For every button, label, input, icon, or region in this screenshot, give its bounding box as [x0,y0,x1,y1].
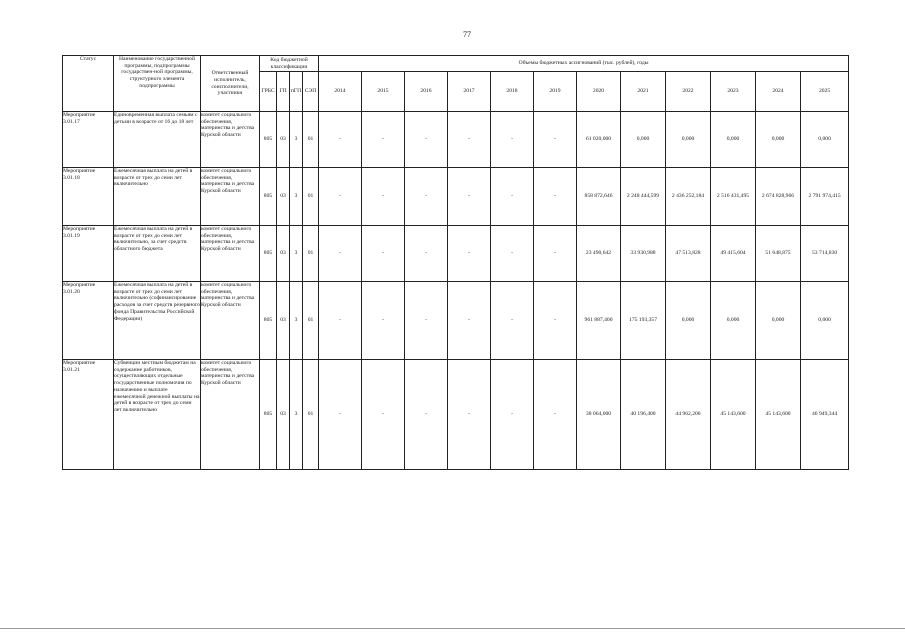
row-value: 44 962,200 [666,360,711,470]
row-name: Ежемесячная выплата на детей в возрасте от трех до семи лет включительно (софинансирование расходов за счет средств резервного фонда Правительства Российской Федерации) [114,282,201,360]
header-name: Наименование государственной программы, подпрограммы государствен-ной программы, структурного элемента подпрограммы [114,56,201,112]
row-value: 0,000 [756,112,801,168]
row-value: 0,000 [621,112,666,168]
row-value: - [405,112,448,168]
row-value: 0,000 [711,282,756,360]
row-status: Мероприятие 3.01.21 [63,360,114,470]
header-responsible: Ответственный исполнитель, соисполнители, участники [201,56,260,112]
row-code: 3 [290,112,303,168]
row-code: 3 [290,226,303,282]
row-value: - [319,168,362,226]
row-code: 805 [260,112,277,168]
row-value: - [448,112,491,168]
row-value: 0,000 [801,112,849,168]
row-code: 01 [303,112,319,168]
header-year: 2019 [534,72,577,112]
row-value: 46 949,344 [801,360,849,470]
row-value: 0,000 [711,112,756,168]
table-row [63,360,849,470]
row-value: 45 143,600 [711,360,756,470]
row-value: - [448,282,491,360]
header-code-gp: ГП [277,72,290,112]
row-value: - [319,282,362,360]
header-codes-title: Код бюджетной классификации [260,56,319,72]
header-year: 2022 [666,72,711,112]
row-code: 01 [303,226,319,282]
row-responsible: комитет социального обеспечения, материнства и детства Курской области [201,226,260,282]
row-status: Мероприятие 3.01.19 [63,226,114,282]
row-name: Единовременная выплата семьям с детьми в возрасте от 16 до 18 лет [114,112,201,168]
header-volumes-title: Объемы бюджетных ассигнований (тыс. рублей), годы [319,56,849,72]
row-value: - [448,360,491,470]
row-value: 0,000 [666,282,711,360]
row-value: - [405,226,448,282]
row-value: 2 516 431,495 [711,168,756,226]
row-value: 51 648,875 [756,226,801,282]
row-value: 2 436 252,184 [666,168,711,226]
row-value: - [319,360,362,470]
row-value: - [491,226,534,282]
header-year: 2018 [491,72,534,112]
page-number: 77 [463,30,471,39]
row-status: Мероприятие 3.01.20 [63,282,114,360]
row-code: 01 [303,168,319,226]
row-status: Мероприятие 3.01.17 [63,112,114,168]
row-value: - [534,226,577,282]
row-value: 53 714,830 [801,226,849,282]
row-code: 805 [260,282,277,360]
row-value: - [362,226,405,282]
header-year: 2025 [801,72,849,112]
row-code: 3 [290,360,303,470]
row-value: - [362,282,405,360]
row-value: - [448,226,491,282]
row-responsible: комитет социального обеспечения, материнства и детства Курской области [201,112,260,168]
row-value: - [405,360,448,470]
row-value: 61 020,000 [577,112,621,168]
row-value: - [448,168,491,226]
row-code: 03 [277,168,290,226]
row-code: 01 [303,282,319,360]
row-value: - [491,360,534,470]
row-code: 03 [277,112,290,168]
row-value: 858 872,646 [577,168,621,226]
header-year: 2015 [362,72,405,112]
row-value: - [534,168,577,226]
row-value: 33 930,988 [621,226,666,282]
row-value: - [534,360,577,470]
row-value: - [534,282,577,360]
table-row [63,226,849,282]
table-row [63,168,849,226]
row-value: 0,000 [666,112,711,168]
header-code-sep: СЭП [303,72,319,112]
row-value: 2 248 444,599 [621,168,666,226]
row-name: Субвенции местным бюджетам на содержание работников, осуществляющих отдельные государственные полномочия по назначению и выплате ежемесячной денежной выплаты на детей в возрасте от трех до семи лет включительно [114,360,201,470]
row-value: 2 791 974,415 [801,168,849,226]
header-year: 2017 [448,72,491,112]
row-code: 03 [277,282,290,360]
row-code: 805 [260,168,277,226]
row-value: 2 674 828,966 [756,168,801,226]
row-code: 3 [290,168,303,226]
row-status: Мероприятие 3.01.18 [63,168,114,226]
row-value: - [319,226,362,282]
header-code-grbs: ГРБС [260,72,277,112]
row-code: 01 [303,360,319,470]
table-body [63,112,849,470]
row-value: 40 196,400 [621,360,666,470]
header-year: 2024 [756,72,801,112]
row-code: 805 [260,360,277,470]
header-year: 2016 [405,72,448,112]
header-status: Статус [63,56,114,112]
row-value: - [534,112,577,168]
row-value: - [405,282,448,360]
row-value: 0,000 [801,282,849,360]
header-year: 2020 [577,72,621,112]
row-code: 3 [290,282,303,360]
header-year: 2021 [621,72,666,112]
header-code-pgp: пГП [290,72,303,112]
row-value: - [491,168,534,226]
row-value: 23 490,642 [577,226,621,282]
bottom-line [0,628,905,629]
row-value: 47 513,828 [666,226,711,282]
row-value: 175 193,357 [621,282,666,360]
row-value: - [362,168,405,226]
budget-table [62,55,849,470]
row-name: Ежемесячная выплата на детей в возрасте от трех до семи лет включительно, за счет средств областного бюджета [114,226,201,282]
table-row [63,112,849,168]
row-code: 805 [260,226,277,282]
row-value: - [491,282,534,360]
header-year: 2023 [711,72,756,112]
row-value: - [491,112,534,168]
row-code: 03 [277,360,290,470]
row-code: 03 [277,226,290,282]
row-value: - [405,168,448,226]
row-value: 0,000 [756,282,801,360]
row-value: 38 064,000 [577,360,621,470]
row-name: Ежемесячная выплата на детей в возрасте от трех до семи лет включительно [114,168,201,226]
header-year: 2014 [319,72,362,112]
row-value: - [362,360,405,470]
row-value: - [319,112,362,168]
row-value: - [362,112,405,168]
row-value: 45 143,600 [756,360,801,470]
row-responsible: комитет социального обеспечения, материнства и детства Курской области [201,282,260,360]
row-responsible: комитет социального обеспечения, материнства и детства Курской области [201,360,260,470]
row-responsible: комитет социального обеспечения, материнства и детства Курской области [201,168,260,226]
row-value: 961 887,400 [577,282,621,360]
table-row [63,282,849,360]
row-value: 49 415,604 [711,226,756,282]
